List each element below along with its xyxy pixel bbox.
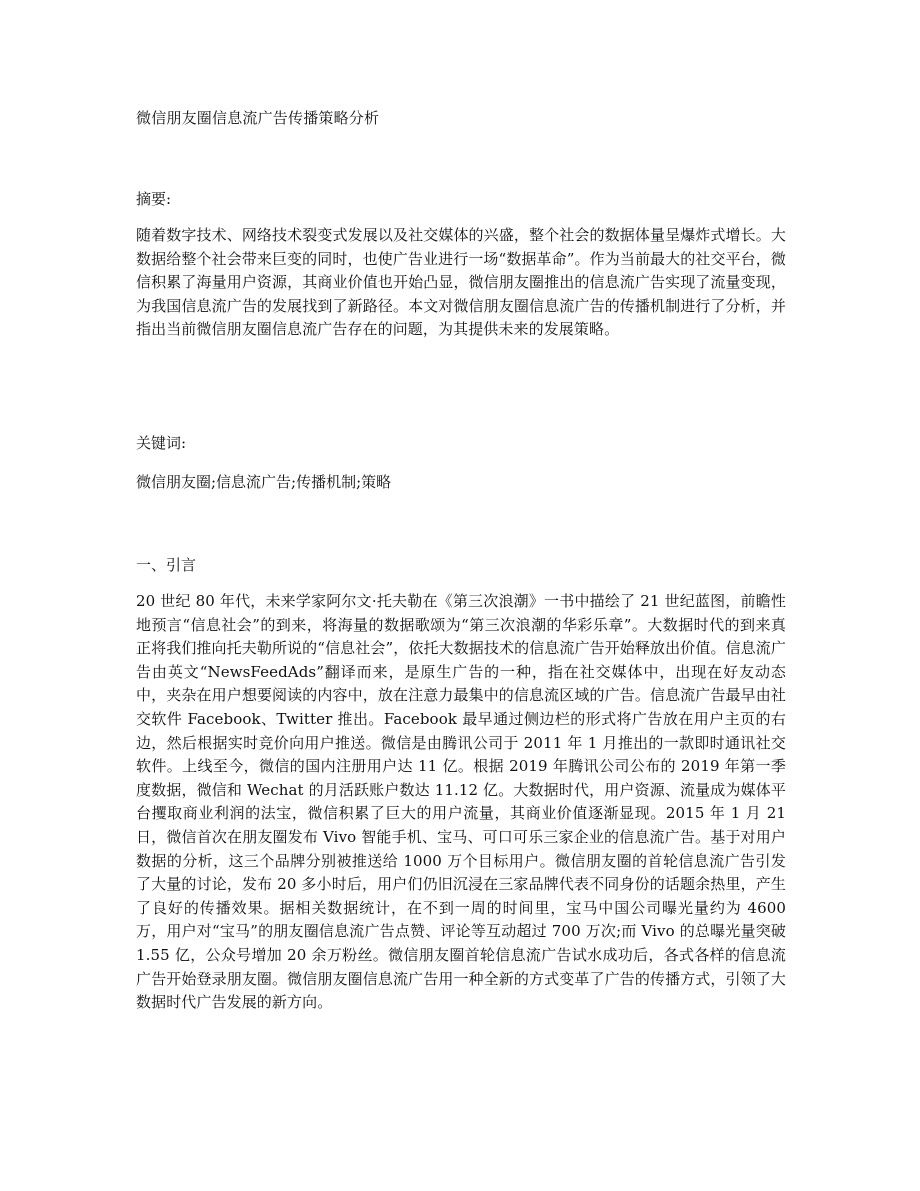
abstract-text: 随着数字技术、网络技术裂变式发展以及社交媒体的兴盛，整个社会的数据体量呈爆炸式增长。大数据给整个社会带来巨变的同时，也使广告业进行一场“数据革命”。作为当前最大的社交平台，微信积累了海量用户资源，其商业价值也开始凸显，微信朋友圈推出的信息流广告实现了流量变现，为我国信息流广告的发展找到了新路径。本文对微信朋友圈信息流广告的传播机制进行了分析，并指出当前微信朋友圈信息流广告存在的问题，为其提供未来的发展策略。 bbox=[136, 226, 786, 339]
section-heading-introduction: 一、引言 bbox=[136, 556, 197, 574]
abstract-label: 摘要: bbox=[136, 190, 172, 208]
keywords-label: 关键词: bbox=[136, 434, 187, 452]
document-title: 微信朋友圈信息流广告传播策略分析 bbox=[136, 109, 380, 127]
keywords-text: 微信朋友圈;信息流广告;传播机制;策略 bbox=[136, 473, 392, 491]
introduction-text: 20 世纪 80 年代，未来学家阿尔文·托夫勒在《第三次浪潮》一书中描绘了 21 世纪蓝图，前瞻性地预言“信息社会”的到来，将海量的数据歌颂为“第三次浪潮的华彩乐章”。大数据时代的到来真正将我们推向托夫勒所说的“信息社会”，依托大数据技术的信息流广告开始释放出价值。信息流广告由英文“NewsFeedAds”翻译而来，是原生广告的一种，指在社交媒体中，出现在好友动态中，夹杂在用户想要阅读的内容中，放在注意力最集中的信息流区域的广告。信息流广告最早由社交软件 Facebook、Twitter 推出。Facebook 最早通过侧边栏的形式将广告放在用户主页的右边，然后根据实时竞价向用户推送。微信是由腾讯公司于 2011 年 1 月推出的一款即时通讯社交软件。上线至今，微信的国内注册用户达 11 亿。根据 2019 年腾讯公司公布的 2019 年第一季度数据，微信和 Wechat 的月活跃账户数达 11.12 亿。大数据时代，用户资源、流量成为媒体平台攫取商业利润的法宝，微信积累了巨大的用户流量，其商业价值逐渐显现。2015 年 1 月 21 日，微信首次在朋友圈发布 Vivo 智能手机、宝马、可口可乐三家企业的信息流广告。基于对用户数据的分析，这三个品牌分别被推送给 1000 万个目标用户。微信朋友圈的首轮信息流广告引发了大量的讨论，发布 20 多小时后，用户们仍旧沉浸在三家品牌代表不同身份的话题余热里，产生了良好的传播效果。据相关数据统计，在不到一周的时间里，宝马中国公司曝光量约为 4600 万，用户对“宝马”的朋友圈信息流广告点赞、评论等互动超过 700 万次;而 Vivo 的总曝光量突破 1.55 亿，公众号增加 20 余万粉丝。微信朋友圈首轮信息流广告试水成功后，各式各样的信息流广告开始登录朋友圈。微信朋友圈信息流广告用一种全新的方式变革了广告的传播方式，引领了大数据时代广告发展的新方向。 bbox=[136, 592, 786, 1012]
